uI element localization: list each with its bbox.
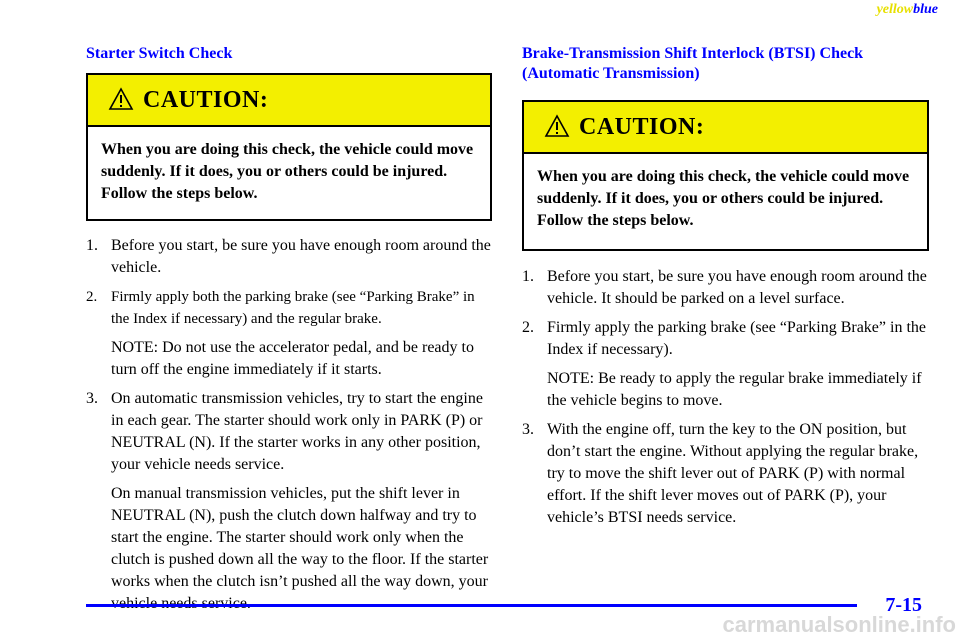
color-tag	[877, 2, 938, 18]
item-number: 3.	[86, 390, 98, 407]
list-item	[86, 286, 492, 330]
watermark: carmanualsonline.info	[722, 612, 956, 637]
left-heading: Starter Switch Check	[86, 45, 233, 62]
right-steps-list	[522, 266, 927, 536]
page-number: 7-15	[885, 594, 922, 616]
item-number: 1.	[522, 268, 534, 285]
right-caution-box	[522, 100, 929, 251]
list-item	[522, 419, 927, 529]
tag-yellow: yellow	[876, 2, 914, 17]
item-number: 1.	[86, 237, 98, 254]
warning-triangle-icon	[108, 87, 134, 111]
left-caution-box	[86, 73, 492, 221]
item-text: Before you start, be sure you have enough room around the vehicle. It should be parked on a level surface.	[547, 268, 927, 307]
list-item	[86, 235, 492, 279]
item-number: 2.	[86, 289, 98, 305]
caution-text: When you are doing this check, the vehicle could move suddenly. If it does, you or others could be injured. Follow the steps below.	[537, 168, 910, 229]
item-number: 3.	[522, 421, 534, 438]
item-text: Firmly apply both the parking brake (see “Parking Brake” in the Index if necessary) and the regular brake.	[111, 289, 475, 327]
footer-rule	[86, 604, 857, 607]
caution-header	[88, 75, 490, 127]
sub-paragraph: On manual transmission vehicles, put the shift lever in NEUTRAL (N), push the clutch down halfway and try to start the engine. The starter should work only when the clutch is pushed down all the way to the floor. If the starter works when the clutch isn’t pushed all the way down, your	[111, 485, 489, 590]
item-text: With the engine off, turn the key to the ON position, but don’t start the engine. Without applying the regular brake, try to move the shift lever out of PARK (P) with normal effort. If the shift lever moves out of PARK (P), your vehicle’s BTSI needs service.	[547, 421, 919, 526]
list-item	[86, 388, 492, 476]
list-item	[522, 266, 927, 310]
caution-header	[524, 102, 927, 154]
right-heading: Brake-Transmission Shift Interlock (BTSI) Check (Automatic Transmission)	[522, 45, 864, 82]
caution-title: CAUTION:	[579, 114, 705, 140]
item-text: On automatic transmission vehicles, try to start the engine in each gear. The starter should work only in PARK (P) or NEUTRAL (N). If the starter works in any other position, your vehicle needs service.	[111, 390, 483, 473]
caution-text: When you are doing this check, the vehicle could move suddenly. If it does, you or others could be injured. Follow the steps below.	[101, 141, 474, 202]
item-number: 2.	[522, 319, 534, 336]
left-steps-list	[86, 235, 492, 622]
list-item	[522, 317, 927, 361]
warning-triangle-icon	[544, 114, 570, 138]
tag-blue: blue	[913, 2, 938, 17]
note-paragraph: NOTE: Do not use the accelerator pedal, and be ready to turn off the engine immediately if it starts.	[111, 339, 474, 378]
caution-title: CAUTION:	[143, 87, 269, 113]
note-paragraph: NOTE: Be ready to apply the regular brake immediately if the vehicle begins to move.	[547, 370, 922, 409]
item-text: Before you start, be sure you have enough room around the vehicle.	[111, 237, 491, 276]
item-text: Firmly apply the parking brake (see “Parking Brake” in the Index if necessary).	[547, 319, 926, 358]
